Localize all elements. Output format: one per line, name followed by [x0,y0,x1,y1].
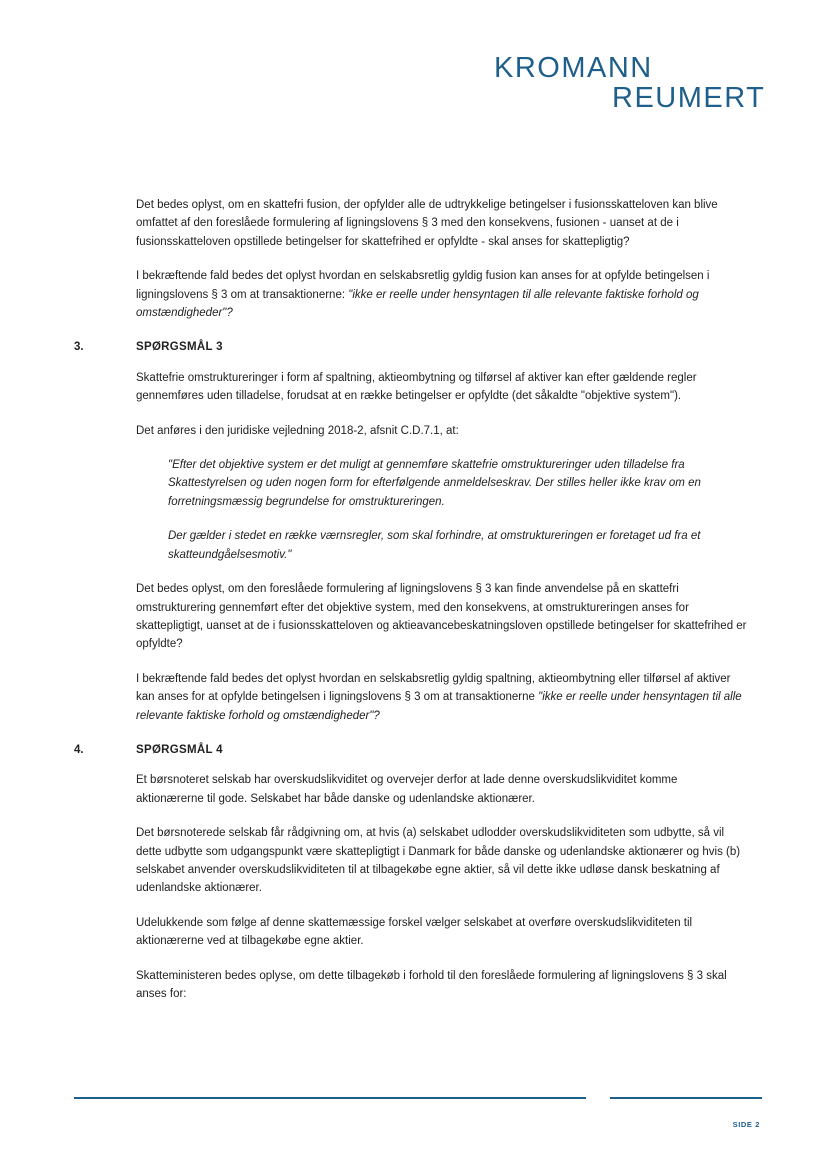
document-body [74,196,748,1019]
paragraph-quote: "ikke er reelle under hensyntagen til alle relevante faktiske forhold og omstændigheder"? [136,288,699,320]
section-title: SPØRGSMÅL 3 [136,341,223,354]
section-title: SPØRGSMÅL 4 [136,743,223,756]
kromann-reumert-logo [494,52,776,112]
section-number: 4. [74,743,84,756]
section-heading-3 [74,338,748,356]
paragraph [136,670,748,725]
paragraph-text: I bekræftende fald bedes det oplyst hvordan en selskabsretlig gyldig fusion kan anses for at opfylde betingelsen i ligningslovens § 3 om at transaktionerne: [136,270,710,301]
paragraph [136,267,748,322]
paragraph: Skattefrie omstruktureringer i form af spaltning, aktieombytning og tilførsel af aktiver kan efter gældende regler gennemføres uden tilladelse, forudsat at en række betingelser er opfyldte (det såkaldte "objektive system"). [136,371,697,403]
paragraph: Det børsnoterede selskab får rådgivning om, at hvis (a) selskabet udlodder overskudslikviditeten som udbytte, så vil dette udbytte som udgangspunkt være skattepligtigt i Danmark for både danske og udenlandske aktionærer og hvis (b) selskabet anvender overskudslikviditeten til at tilbagekøbe egne aktier, så vil dette ikke udløse dansk beskatning af udenlandske aktionærer. [136,827,741,895]
block-quote [168,456,748,564]
paragraph: Det anføres i den juridiske vejledning 2018-2, afsnit C.D.7.1, at: [136,424,459,437]
section-heading-4 [74,741,748,759]
paragraph: Det bedes oplyst, om en skattefri fusion, der opfylder alle de udtrykkelige betingelser i fusionsskatteloven kan blive omfattet af den foreslåede formulering af ligningslovens § 3 med den konsekvens, fusionen - uanset at de i fusionsskatteloven opstillede betingelser for skattefrihed er opfyldte - skal anses for skattepligtig? [136,199,718,248]
paragraph: Skatteministeren bedes oplyse, om dette tilbagekøb i forhold til den foreslåede formulering af ligningslovens § 3 skal anses for: [136,969,727,1000]
footer-rule-short [610,1097,762,1099]
paragraph: Det bedes oplyst, om den foreslåede formulering af ligningslovens § 3 kan finde anvendelse på en skattefri omstrukturering gennemført efter det objektive system, med den konsekvens, at omstruktureringen anses for skattepligtigt, uanset at de i fusionsskatteloven og aktieavancebeskatningsloven opstillede betingelser for skattefrihed er opfyldte? [136,583,747,651]
paragraph-text: I bekræftende fald bedes det oplyst hvordan en selskabsretlig gyldig spaltning, aktieombytning eller tilførsel af aktiver kan anses for at opfylde betingelsen i ligningslovens § 3 om at transaktionerne [136,672,731,704]
page-number: SIDE 2 [732,1120,760,1129]
logo-line-2: REUMERT [612,82,766,114]
quote-paragraph: "Efter det objektive system er det muligt at gennemføre skattefrie omstruktureringer uden tilladelse fra Skattestyrelsen og uden nogen form for efterfølgende anmeldelseskrav. Der stilles heller ikke krav om en forretningsmæssig begrundelse for omstruktureringen. [168,459,701,508]
footer-rule [74,1097,586,1099]
section-number: 3. [74,341,84,354]
paragraph-quote: "ikke er reelle under hensyntagen til alle relevante faktiske forhold og omstændigheder"? [136,691,742,722]
logo-line-1: KROMANN [494,52,653,84]
paragraph: Et børsnoteret selskab har overskudslikviditet og overvejer derfor at lade denne overskudslikviditet komme aktionærerne til gode. Selskabet har både danske og udenlandske aktionærer. [136,774,678,805]
paragraph: Udelukkende som følge af denne skattemæssige forskel vælger selskabet at overføre overskudslikviditeten til aktionærerne ved at tilbagekøbe egne aktier. [136,916,693,948]
quote-paragraph: Der gælder i stedet en række værnsregler, som skal forhindre, at omstruktureringen er foretaget ud fra et skatteundgåelsesmotiv." [168,530,701,561]
